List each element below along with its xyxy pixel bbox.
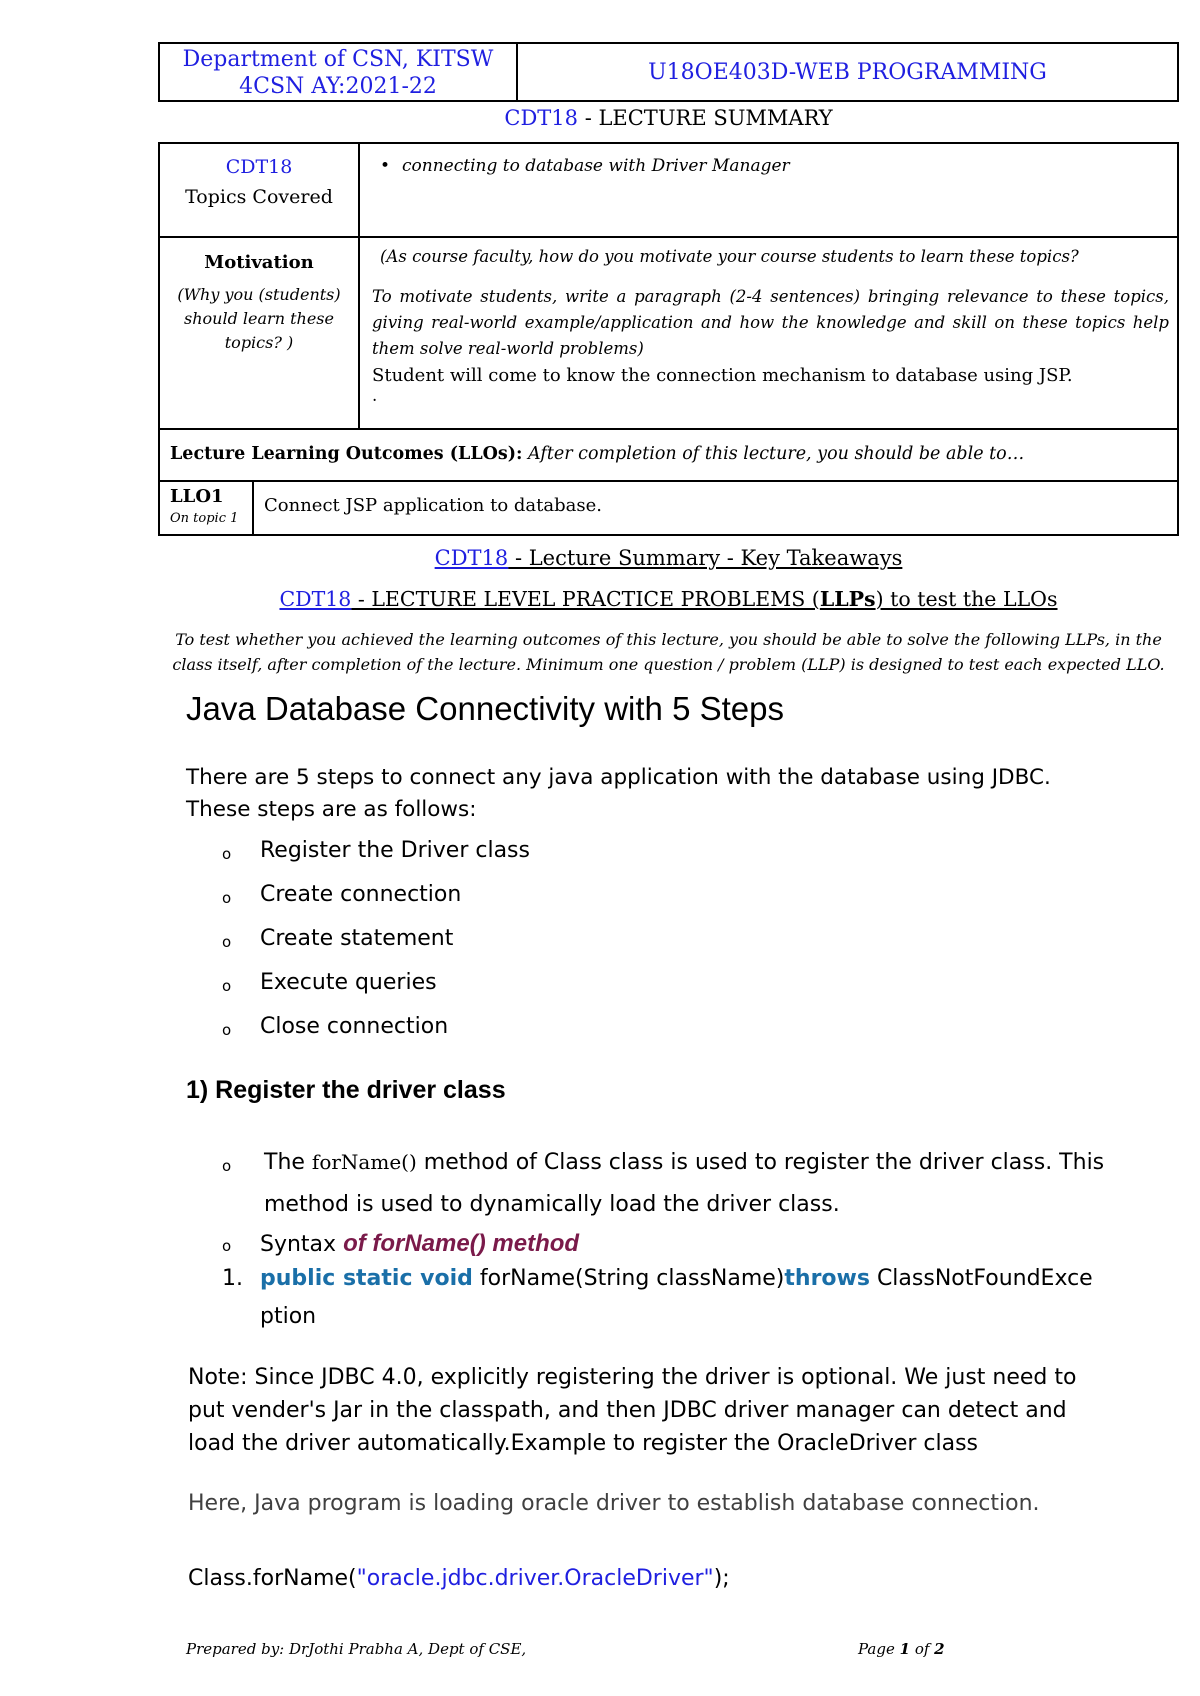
code-keyword-throws: throws	[784, 1266, 870, 1291]
forname-line-2: method is used to dynamically load the driver class.	[264, 1192, 840, 1217]
topic-item	[380, 156, 790, 176]
llo1-id: LLO1	[170, 486, 224, 507]
takeaways-code[interactable]: CDT18	[434, 546, 509, 570]
forname-text-1: The	[264, 1150, 312, 1175]
step-text: Create statement	[260, 926, 454, 951]
topics-label: Topics Covered	[185, 186, 333, 208]
circle-bullet-icon: o	[222, 977, 232, 995]
summary-title	[158, 106, 1179, 130]
note-line-1: Note: Since JDBC 4.0, explicitly registering the driver is optional. We just need to	[188, 1365, 1077, 1390]
forname-code: forName()	[311, 1150, 417, 1174]
llo-heading-row	[160, 430, 1177, 482]
footer-page-num: 1	[899, 1640, 911, 1658]
practice-text-1: - LECTURE LEVEL PRACTICE PROBLEMS (	[351, 587, 820, 611]
syntax-label: Syntax	[260, 1232, 344, 1257]
llo1-text: Connect JSP application to database.	[264, 495, 602, 516]
code-line-wrap: ption	[260, 1304, 317, 1329]
academic-year: 4CSN AY:2021-22	[239, 74, 437, 99]
motivation-sub: (Why you (students) should learn these topics? )	[177, 285, 341, 352]
motivation-question: (As course faculty, how do you motivate your course students to learn these topics?	[380, 247, 1079, 266]
summary-text: LECTURE SUMMARY	[598, 106, 833, 130]
motivation-label: Motivation	[204, 252, 314, 273]
topics-code: CDT18	[225, 156, 293, 178]
bullet-icon: •	[380, 156, 391, 176]
practice-text-2: ) to test the LLOs	[875, 587, 1058, 611]
lecture-summary-table	[158, 142, 1179, 536]
llo-heading-bold: Lecture Learning Outcomes (LLOs):	[170, 444, 523, 464]
course-title: U18OE403D-WEB PROGRAMMING	[648, 59, 1047, 85]
code-keyword: public static void	[260, 1266, 473, 1291]
llo-heading	[170, 444, 1024, 464]
llo1-topic: On topic 1	[170, 511, 239, 526]
step-text: Close connection	[260, 1014, 449, 1039]
footer-page-pre: Page	[858, 1640, 900, 1658]
syntax-em: of forName() method	[343, 1230, 580, 1257]
topics-content-cell	[360, 144, 1177, 236]
footer-page-total: 2	[934, 1640, 945, 1658]
step-text: Execute queries	[260, 970, 437, 995]
forname-text-2: method of Class class is used to register the driver class. This	[416, 1150, 1105, 1175]
syntax-line	[260, 1230, 579, 1258]
llo1-text-cell	[254, 482, 1177, 534]
llo-heading-italic: After completion of this lecture, you should be able to…	[522, 444, 1025, 464]
motivation-row	[160, 238, 1177, 430]
department-name: Department of CSN, KITSW	[182, 47, 494, 72]
circle-bullet-icon: o	[222, 1237, 232, 1255]
code-line-number: 1.	[222, 1266, 243, 1291]
practice-note: To test whether you achieved the learning outcomes of this lecture, you should be able to solve the following LLPs, in the class itself, after completion of the lecture. Minimum one question / problem (LLP) is designed to test each expected LLO.	[172, 630, 1165, 674]
motivation-content-cell	[360, 238, 1177, 428]
circle-bullet-icon: o	[222, 1157, 232, 1175]
summary-code: CDT18	[504, 106, 579, 130]
note-line-2: put vender's Jar in the classpath, and then JDBC driver manager can detect and	[188, 1398, 1067, 1423]
circle-bullet-icon: o	[222, 1021, 232, 1039]
cf-pre: Class.forName(	[188, 1566, 357, 1591]
circle-bullet-icon: o	[222, 889, 232, 907]
step-text: Create connection	[260, 882, 462, 907]
code-exception-1: ClassNotFoundExce	[869, 1266, 1093, 1291]
motivation-dot: .	[372, 386, 378, 405]
cf-post: );	[713, 1566, 730, 1591]
code-line	[260, 1266, 1093, 1291]
circle-bullet-icon: o	[222, 845, 232, 863]
here-line: Here, Java program is loading oracle driver to establish database connection.	[188, 1491, 1040, 1516]
key-takeaways-heading	[158, 546, 1179, 570]
takeaways-text: - Lecture Summary - Key Takeaways	[508, 546, 903, 570]
intro-line-2: These steps are as follows:	[186, 797, 477, 822]
classforname-line	[188, 1563, 730, 1595]
code-signature: forName(String className)	[472, 1266, 785, 1291]
motivation-label-cell	[160, 238, 360, 428]
intro-line-1: There are 5 steps to connect any java application with the database using JDBC.	[186, 765, 1051, 790]
topic-text: connecting to database with Driver Manager	[402, 156, 790, 176]
topics-row	[160, 144, 1177, 238]
header-box	[158, 42, 1179, 102]
topics-label-cell	[160, 144, 360, 236]
content-heading: Java Database Connectivity with 5 Steps	[186, 690, 784, 727]
footer-prepared: Prepared by: DrJothi Prabha A, Dept of CSE,	[186, 1640, 527, 1658]
llo1-id-cell	[160, 482, 254, 534]
footer-page	[858, 1640, 945, 1658]
summary-sep: -	[578, 106, 599, 130]
step-text: Register the Driver class	[260, 838, 530, 863]
note-line-3: load the driver automatically.Example to register the OracleDriver class	[188, 1431, 979, 1456]
practice-heading	[158, 587, 1179, 611]
motivation-answer: Student will come to know the connection mechanism to database using JSP.	[372, 365, 1073, 386]
llo1-row	[160, 482, 1177, 534]
footer-page-mid: of	[910, 1640, 935, 1658]
sub-heading: 1) Register the driver class	[186, 1076, 506, 1104]
forname-line-1	[264, 1150, 1104, 1175]
department-cell	[160, 44, 518, 100]
cf-string: "oracle.jdbc.driver.OracleDriver"	[356, 1566, 714, 1591]
practice-llps: LLPs	[819, 587, 876, 611]
motivation-instructions: To motivate students, write a paragraph (2-4 sentences) bringing relevance to these topics, giving real-world example/application and how the knowledge and skill on these topics help them solve real-world problems)	[372, 287, 1169, 358]
practice-code[interactable]: CDT18	[279, 587, 352, 611]
circle-bullet-icon: o	[222, 933, 232, 951]
